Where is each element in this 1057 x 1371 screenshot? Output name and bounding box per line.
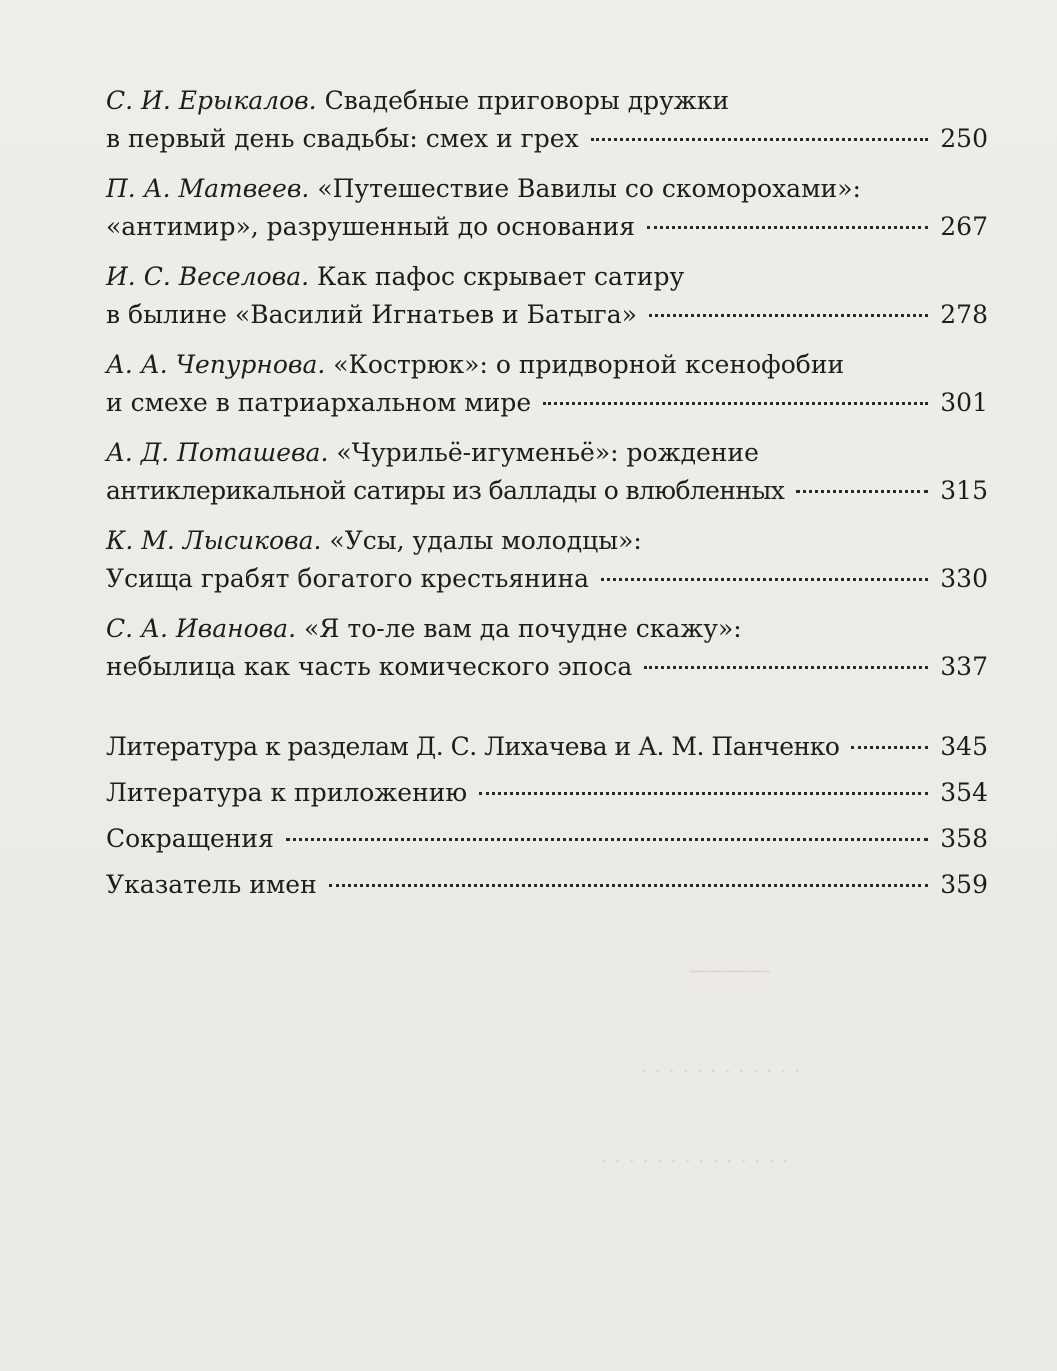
bleed-through-text: · · · · · · · · · · · · (640, 1060, 801, 1085)
entry-title: Указатель имен (106, 870, 317, 899)
entry-title-line2: Усища грабят богатого крестьянина (106, 564, 590, 593)
dot-leader (601, 578, 928, 581)
entry-title-line1: Как пафос скрывает сатиру (317, 262, 685, 291)
bleed-through-text: ────── (690, 960, 770, 985)
dot-leader (851, 746, 928, 749)
entry-page-number: 278 (940, 300, 988, 329)
toc-entry[interactable] (106, 170, 988, 246)
dot-leader (479, 792, 928, 795)
dot-leader (647, 226, 928, 229)
entry-page-number: 359 (940, 870, 988, 899)
entry-author: К. М. Лысикова. (106, 526, 322, 555)
entry-title-line1: «Я то-ле вам да почудне скажу»: (303, 614, 742, 643)
entry-title-line1: «Кострюк»: о придворной ксенофобии (333, 350, 845, 379)
entry-page-number: 354 (940, 778, 988, 807)
entry-title-line1: «Чурильё-игуменьё»: рождение (336, 438, 759, 467)
entry-title: Литература к разделам Д. С. Лихачева и А. М. Панченко (106, 732, 840, 761)
dot-leader (286, 838, 928, 841)
toc-entry[interactable] (106, 610, 988, 686)
entry-title-line2: антиклерикальной сатиры из баллады о влюбленных (106, 476, 785, 505)
entry-author: А. А. Чепурнова. (106, 350, 326, 379)
entry-author: С. И. Ерыкалов. (106, 86, 317, 115)
entry-title-line2: небылица как часть комического эпоса (106, 652, 633, 681)
entry-title-line1: «Усы, удалы молодцы»: (329, 526, 642, 555)
entry-page-number: 358 (940, 824, 988, 853)
toc-entry[interactable] (106, 82, 988, 158)
entry-title-line2: и смехе в патриархальном мире (106, 388, 532, 417)
entry-title-line2: в былине «Василий Игнатьев и Батыга» (106, 300, 637, 329)
toc-entry[interactable] (106, 346, 988, 422)
dot-leader (644, 666, 928, 669)
table-of-contents (106, 82, 988, 912)
section-gap (106, 698, 988, 728)
entry-title-line1: «Путешествие Вавилы со скоморохами»: (317, 174, 861, 203)
entry-title: Сокращения (106, 824, 274, 853)
entry-page-number: 345 (940, 732, 988, 761)
entry-author: П. А. Матвеев. (106, 174, 310, 203)
entry-title-line1: Свадебные приговоры дружки (324, 86, 730, 115)
entry-page-number: 315 (940, 476, 988, 505)
dot-leader (796, 490, 928, 493)
toc-simple-entry[interactable] (106, 728, 988, 766)
toc-simple-entry[interactable] (106, 866, 988, 904)
entry-page-number: 301 (940, 388, 988, 417)
toc-entry[interactable] (106, 522, 988, 598)
entry-page-number: 337 (940, 652, 988, 681)
entry-page-number: 250 (940, 124, 988, 153)
toc-simple-entry[interactable] (106, 774, 988, 812)
dot-leader (591, 138, 929, 141)
dot-leader (543, 402, 928, 405)
entry-page-number: 267 (940, 212, 988, 241)
toc-simple-entry[interactable] (106, 820, 988, 858)
entry-title-line2: «антимир», разрушенный до основания (106, 212, 636, 241)
dot-leader (649, 314, 928, 317)
bleed-through-text: · · · · · · · · · · · · · · (600, 1150, 789, 1175)
entry-title: Литература к приложению (106, 778, 468, 807)
dot-leader (329, 884, 929, 887)
toc-entry[interactable] (106, 434, 988, 510)
entry-author: С. А. Иванова. (106, 614, 297, 643)
entry-author: И. С. Веселова. (106, 262, 310, 291)
entry-page-number: 330 (940, 564, 988, 593)
entry-title-line2: в первый день свадьбы: смех и грех (106, 124, 579, 153)
toc-entry[interactable] (106, 258, 988, 334)
entry-author: А. Д. Поташева. (106, 438, 329, 467)
